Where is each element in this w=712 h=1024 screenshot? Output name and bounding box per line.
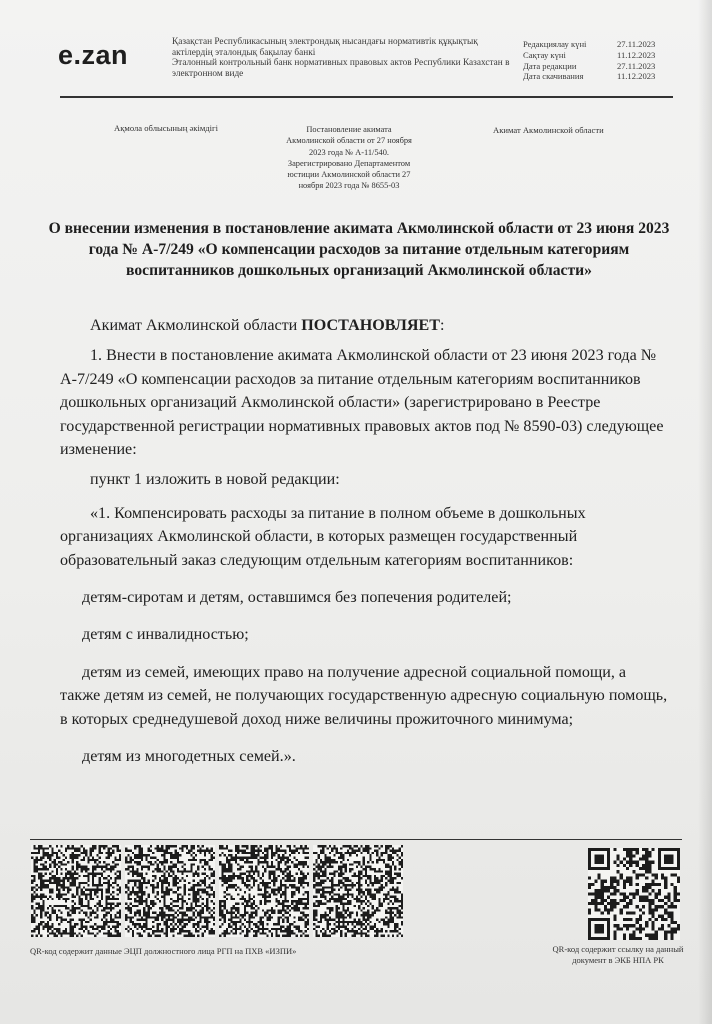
resolution-registration: Постановление акимата Акмолинской области от 27 ноября 2023 года № А-11/540. Зарегистрировано Департаментом юстиции Акмолинской области 27 ноября 2023 года № 8655-03 (286, 125, 412, 191)
paragraph-4: детям-сиротам и детям, оставшимся без попечения родителей; (82, 589, 512, 607)
signature-qr-code (31, 845, 121, 937)
meta-value: 27.11.2023 (617, 60, 656, 71)
footer-divider (30, 839, 682, 840)
intro-colon: : (439, 317, 445, 334)
signature-qr-code (125, 845, 215, 937)
intro-paragraph (60, 314, 670, 337)
meta-row (523, 71, 655, 82)
meta-label: Дата скачивания (523, 71, 584, 82)
signature-qr-caption: QR-код содержит данные ЭЦП должностного лица РГП на ПХВ «ИЗПИ» (30, 946, 297, 956)
document-body (60, 314, 670, 769)
meta-value: 11.12.2023 (617, 49, 656, 60)
intro-text: Акимат Акмолинской области (90, 317, 302, 334)
meta-label: Дата редакции (523, 60, 577, 71)
meta-value: 11.12.2023 (617, 71, 656, 82)
paragraph-1: 1. Внести в постановление акимата Акмолинской области от 23 июня 2023 года № А-7/249 «О компенсации расходов за питание отдельным категориям воспитанников дошкольных организаций Акмолинской области» (зарегистрировано в Реестре государственной регистрации нормативных правовых актов под № 8590-03) следующее изменение: (60, 347, 664, 459)
paragraph-3: «1. Компенсировать расходы за питание в полном объеме в дошкольных организациях Акмолинской области, в которых размещен государственный образовательный заказ следующим отдельным категориям воспитанников: (60, 504, 586, 569)
document-link-qr-code (588, 848, 680, 940)
registry-description (172, 37, 512, 79)
registry-ru: Эталонный контрольный банк нормативных правовых актов Республики Казахстан в электронном виде (172, 58, 510, 79)
document-title: О внесении изменения в постановление акимата Акмолинской области от 23 июня 2023 года № А-7/249 «О компенсации расходов за питание отдельным категориям воспитанников дошкольных организаций Акмолинской области» (48, 220, 670, 280)
paragraph-7: детям из многодетных семей.». (82, 748, 296, 766)
paragraph-5: детям с инвалидностью; (82, 626, 249, 644)
meta-value: 27.11.2023 (617, 39, 656, 49)
meta-row (523, 39, 655, 50)
meta-label: Редакциялау күні (523, 39, 587, 49)
registry-kz: Қазақстан Республикасының электрондық нысандағы нормативтік құқықтық актілердің эталондық бақылау банкі (172, 37, 478, 58)
page-shadow (698, 0, 712, 1024)
intro-keyword: ПОСТАНОВЛЯЕТ (301, 317, 440, 334)
issuer-ru: Акимат Акмолинской области (493, 125, 604, 135)
ezan-logo: e.zan (58, 40, 129, 70)
header-divider (60, 96, 673, 98)
paragraph-6: детям из семей, имеющих право на получение адресной социальной помощи, а также детям из семей, не получающих государственную адресную социальную помощь, в которых среднедушевой доход ниже величины прожиточного минимума; (60, 663, 668, 728)
document-dates (523, 39, 655, 82)
meta-row (523, 61, 655, 72)
signature-qr-code (219, 845, 309, 937)
meta-label: Сақтау күні (523, 49, 566, 60)
meta-row (523, 50, 655, 61)
signature-qr-code (313, 845, 403, 937)
issuer-kz: Ақмола облысының әкімдігі (114, 123, 218, 133)
paragraph-2: пункт 1 изложить в новой редакции: (90, 471, 340, 489)
document-link-qr-caption: QR-код содержит ссылку на данный документ в ЭКБ НПА РК (552, 944, 684, 965)
